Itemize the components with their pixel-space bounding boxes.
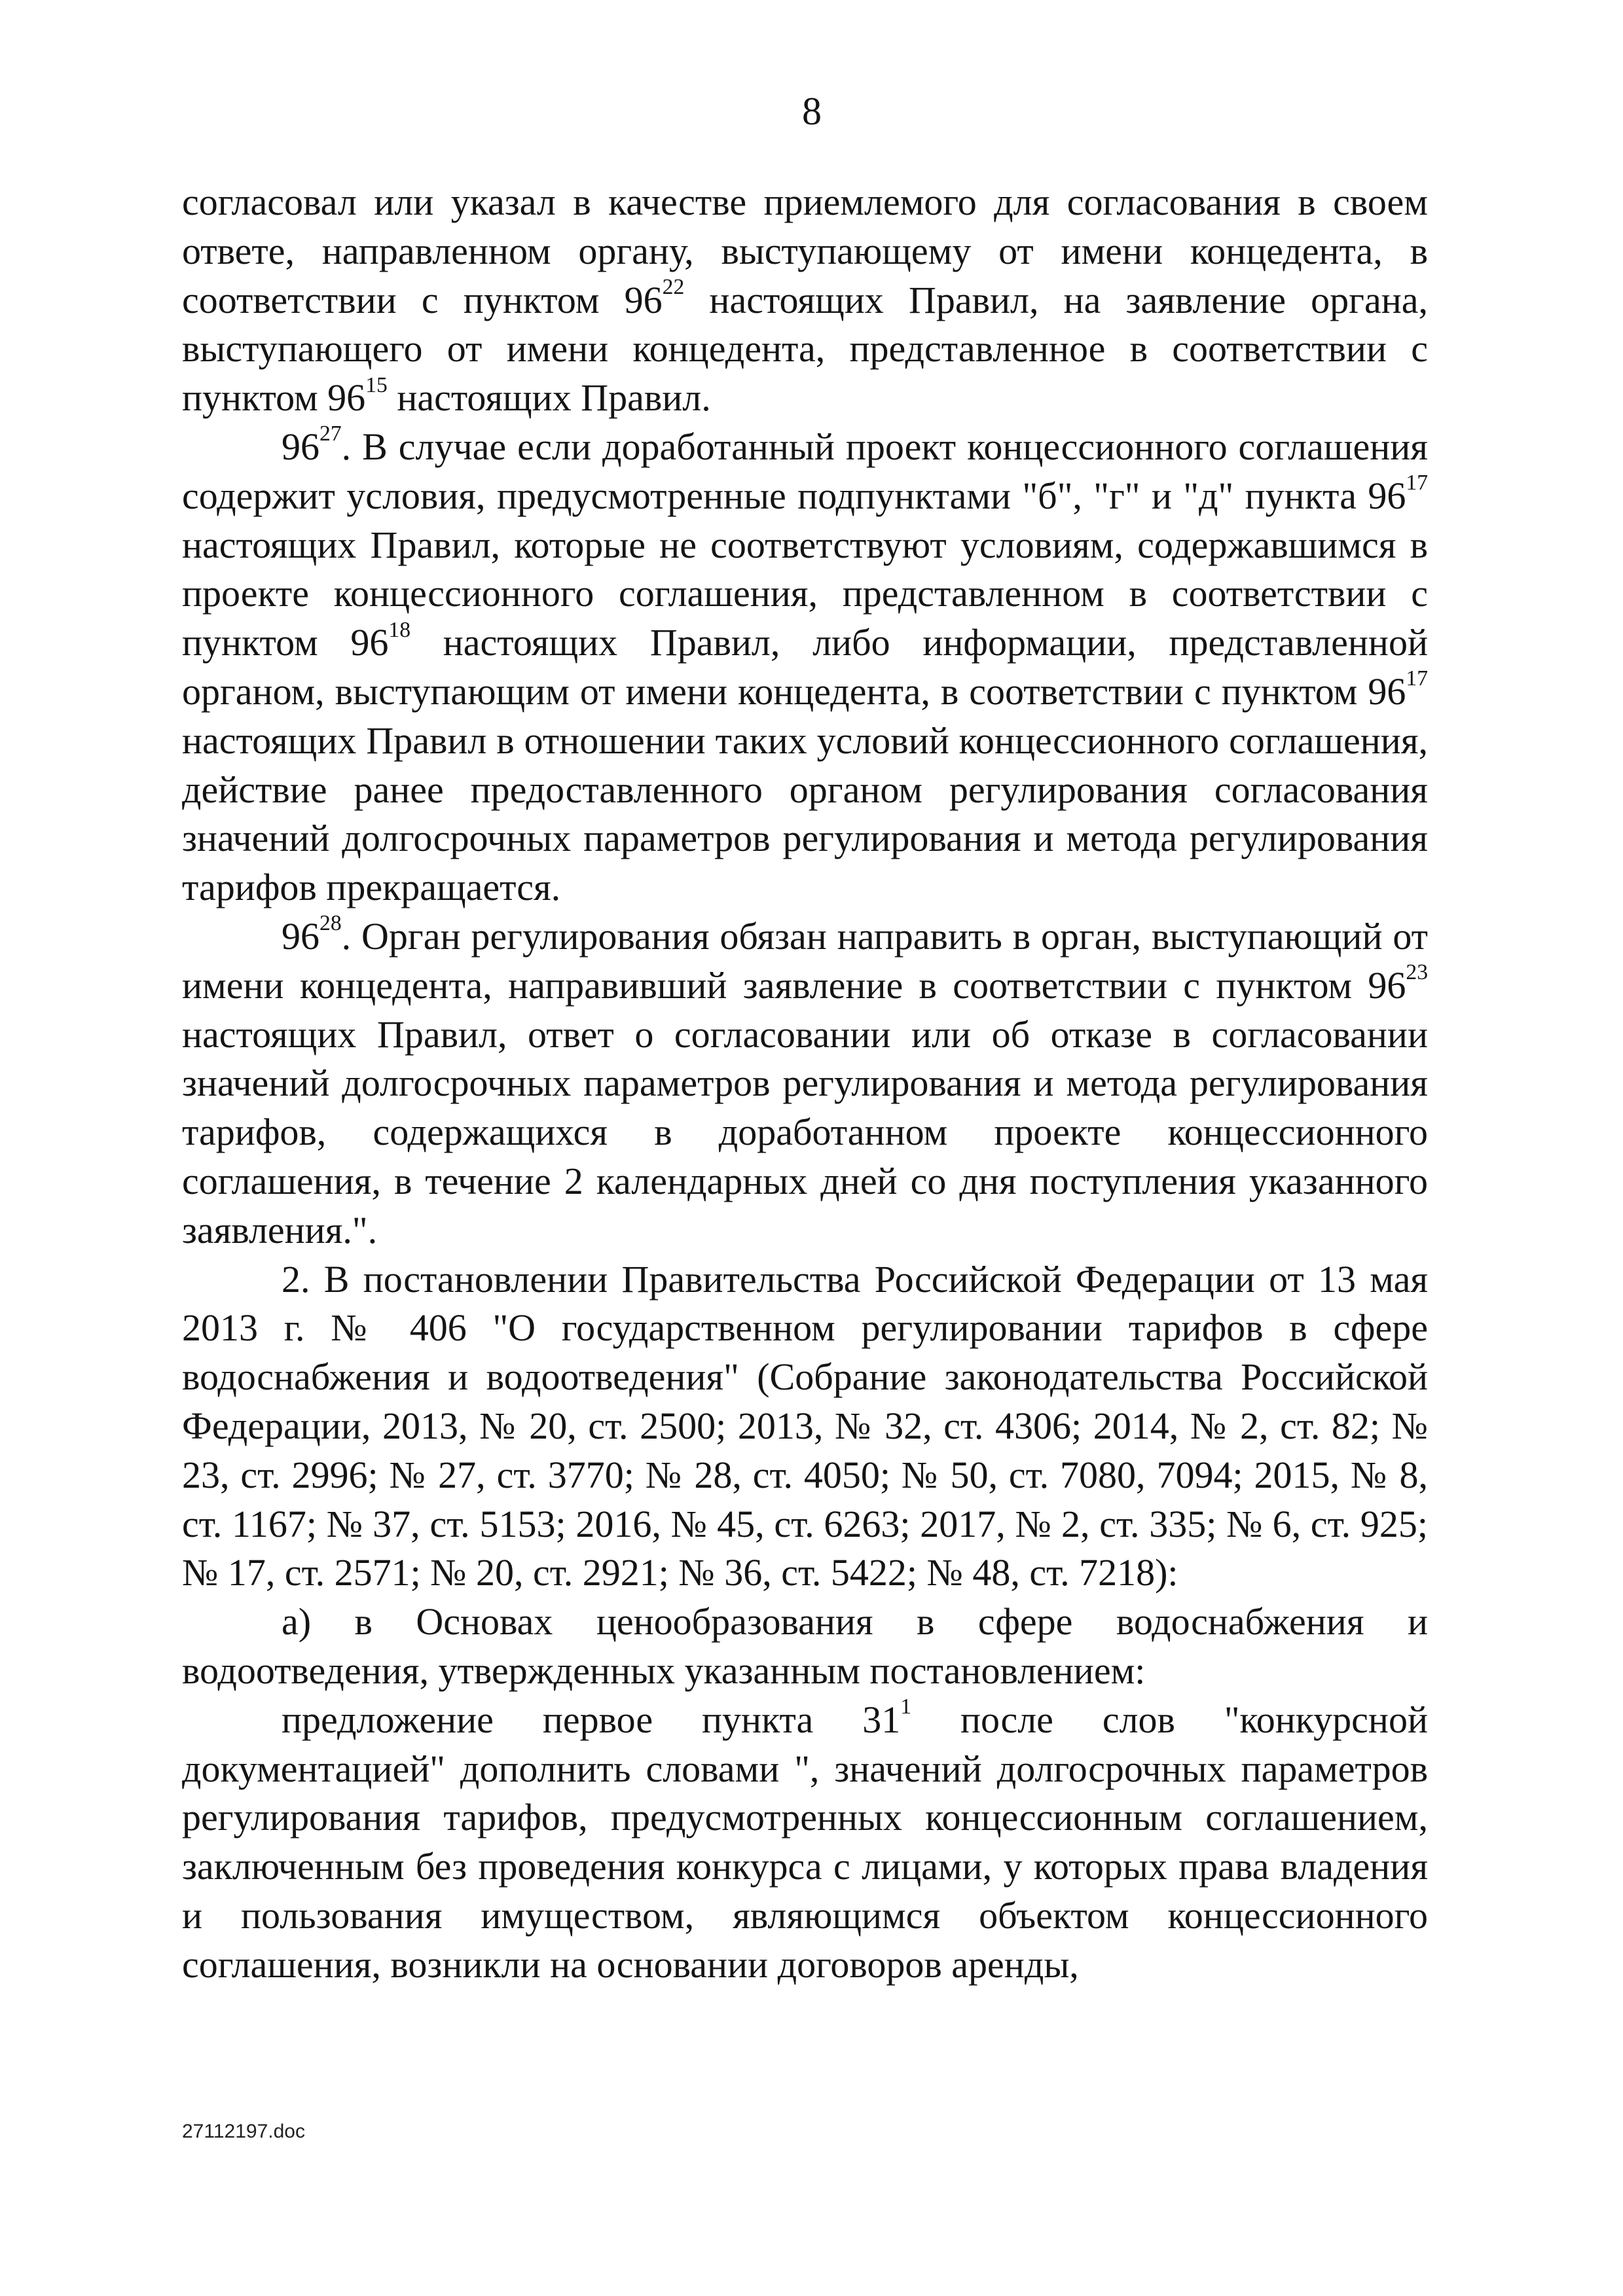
text-run: настоящих Правил, на заявление органа, выступающего от имени концедента, представленное в соответствии с пунктом 96 [182, 278, 1428, 420]
text-run: настоящих Правил, которые не соответствуют условиям, содержавшимся в проекте концессионного соглашения, представленном в соответствии с пунктом 96 [182, 523, 1428, 664]
text-run: настоящих Правил в отношении таких условий концессионного соглашения, действие ранее предоставленного органом регулирования согласования значений долгосрочных параметров регулирования и метода регулирования тарифов прекращается. [182, 719, 1428, 909]
superscript-index: 17 [1406, 666, 1428, 691]
paragraph [182, 912, 1428, 1255]
superscript-index: 1 [900, 1695, 912, 1719]
superscript-index: 27 [319, 422, 342, 446]
file-name-footer: 27112197.doc [182, 2121, 305, 2142]
paragraph [182, 423, 1428, 912]
paragraph [182, 178, 1428, 423]
superscript-index: 15 [365, 372, 388, 397]
superscript-index: 18 [388, 617, 411, 642]
text-run: 96 [282, 425, 319, 468]
superscript-index: 17 [1406, 471, 1428, 495]
text-run: после слов "конкурсной документацией" дополнить словами ", значений долгосрочных параметров регулирования тарифов, предусмотренных концессионным соглашением, заключенным без проведения конкурса с лицами, у которых права владения и пользования имуществом, являющимся объектом концессионного соглашения, возникли на основании договоров аренды, [182, 1698, 1428, 1986]
page-number: 8 [802, 90, 822, 133]
superscript-index: 28 [319, 911, 342, 936]
text-run: настоящих Правил, ответ о согласовании или об отказе в согласовании значений долгосрочных параметров регулирования и метода регулирования тарифов, содержащихся в доработанном проекте концессионного соглашения, в течение 2 календарных дней со дня поступления указанного заявления.". [182, 1013, 1428, 1251]
paragraph [182, 1255, 1428, 1598]
text-run: согласовал или указал в качестве приемлемого для согласования в своем ответе, направленном органу, выступающему от имени концедента, в соответствии с пунктом 96 [182, 181, 1428, 321]
text-run: . Орган регулирования обязан направить в орган, выступающий от имени концедента, направивший заявление в соответствии с пунктом 96 [182, 914, 1428, 1007]
paragraph [182, 1696, 1428, 1990]
text-run: а) в Основах ценообразования в сфере водоснабжения и водоотведения, утвержденных указанным постановлением: [182, 1600, 1428, 1692]
text-run: . В случае если доработанный проект концессионного соглашения содержит условия, предусмотренные подпунктами "б", "г" и "д" пункта 96 [182, 425, 1428, 517]
text-run: предложение первое пункта 31 [282, 1698, 901, 1741]
text-run: настоящих Правил, либо информации, представленной органом, выступающим от имени концедента, в соответствии с пунктом 96 [182, 621, 1428, 713]
paragraph [182, 1598, 1428, 1696]
superscript-index: 22 [662, 275, 685, 299]
document-body [182, 178, 1428, 1989]
text-run: 96 [282, 914, 319, 958]
text-run: 2. В постановлении Правительства Российской Федерации от 13 мая 2013 г. № 406 "О государственном регулировании тарифов в сфере водоснабжения и водоотведения" (Собрание законодательства Российской Федерации, 2013, № 20, ст. 2500; 2013, № 32, ст. 4306; 2014, № 2, ст. 82; № 23, ст. 2996; № 27, ст. 3770; № 28, ст. 4050; № 50, ст. 7080, 7094; 2015, № 8, ст. 1167; № 37, ст. 5153; 2016, № 45, ст. 6263; 2017, № 2, ст. 335; № 6, ст. 925; № 17, ст. 2571; № 20, ст. 2921; № 36, ст. 5422; № 48, ст. 7218): [182, 1257, 1428, 1594]
superscript-index: 23 [1406, 960, 1428, 985]
text-run: настоящих Правил. [387, 376, 711, 420]
